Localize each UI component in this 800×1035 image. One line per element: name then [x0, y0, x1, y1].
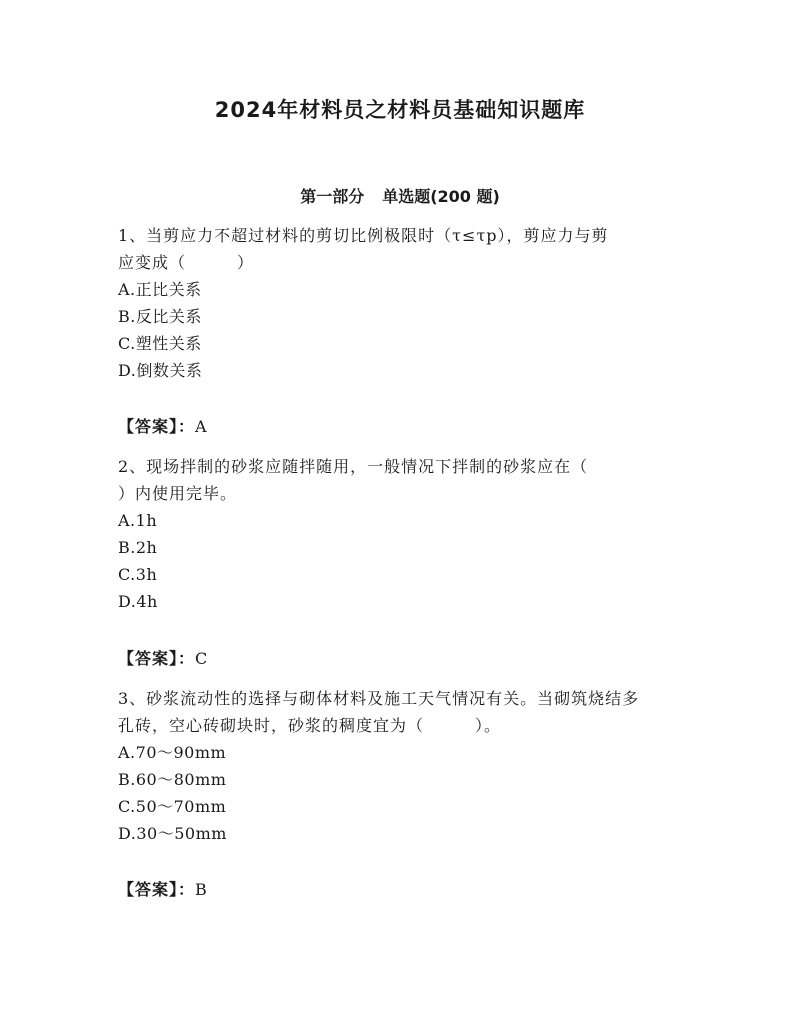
document-title: 2024年材料员之材料员基础知识题库: [214, 98, 586, 122]
option-c: C.50～70mm: [118, 797, 227, 816]
question-stem: [118, 453, 690, 507]
option-a: A.正比关系: [118, 280, 202, 299]
question-2: [118, 453, 690, 615]
option-a: A.70～90mm: [118, 743, 227, 762]
stem-line: 3、砂浆流动性的选择与砌体材料及施工天气情况有关。当砌筑烧结多: [118, 689, 640, 708]
question-1: [118, 222, 690, 384]
stem-line: ）内使用完毕。: [118, 484, 238, 503]
option-b: B.60～80mm: [118, 770, 227, 789]
section-part: 第一部分: [300, 187, 365, 206]
option-b: B.反比关系: [118, 307, 202, 326]
stem-line: 1、当剪应力不超过材料的剪切比例极限时（τ≤τp），剪应力与剪: [118, 226, 609, 245]
stem-line: 孔砖，空心砖砌块时，砂浆的稠度宜为（ ）。: [118, 716, 502, 735]
answer-value: C: [195, 649, 209, 668]
option-d: D.倒数关系: [118, 361, 203, 380]
answer-2: [118, 646, 208, 669]
option-a: A.1h: [118, 511, 158, 530]
question-stem: [118, 685, 690, 739]
option-c: C.塑性关系: [118, 334, 202, 353]
question-stem: [118, 222, 690, 276]
option-b: B.2h: [118, 538, 158, 557]
answer-label: 【答案】：: [118, 417, 196, 436]
option-d: D.4h: [118, 592, 158, 611]
question-3: [118, 685, 690, 847]
stem-line: 应变成（ ）: [118, 253, 255, 272]
stem-line: 2、现场拌制的砂浆应随拌随用，一般情况下拌制的砂浆应在（: [118, 457, 589, 476]
answer-value: A: [195, 417, 208, 436]
section-heading: [0, 184, 800, 207]
answer-value: B: [195, 880, 208, 899]
option-c: C.3h: [118, 565, 158, 584]
section-title: 单选题(200 题): [382, 187, 500, 206]
answer-3: [118, 877, 208, 900]
answer-label: 【答案】：: [118, 649, 196, 668]
answer-1: [118, 414, 208, 437]
option-d: D.30～50mm: [118, 824, 227, 843]
answer-label: 【答案】：: [118, 880, 196, 899]
